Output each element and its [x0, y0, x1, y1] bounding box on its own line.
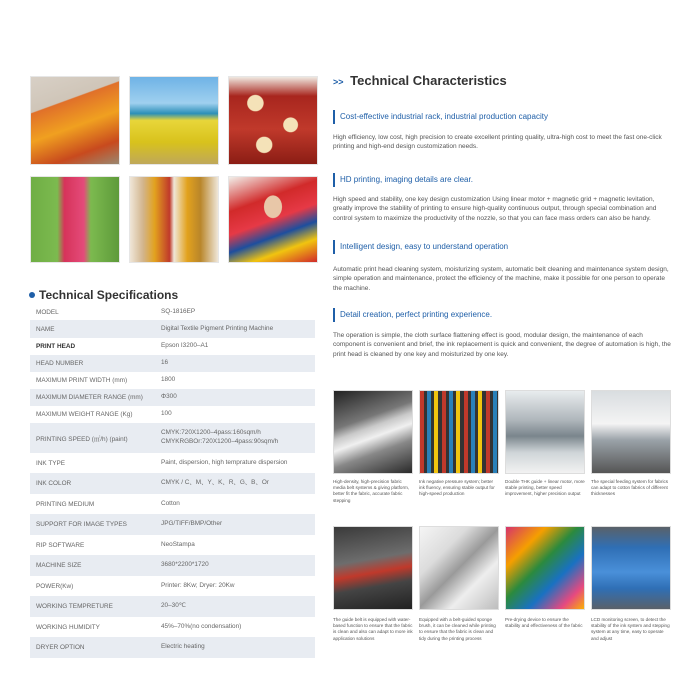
spec-value: 16: [161, 359, 169, 367]
feature-photo-media-belt: [333, 390, 413, 474]
spec-value: SQ-1816EP: [161, 307, 196, 315]
table-row: [30, 423, 315, 453]
spec-key: MAXIMUM PRINT WIDTH (mm): [36, 377, 128, 384]
spec-value-line: CMYK:720X1200–4pass:160sqm/h: [161, 429, 261, 437]
feature-photo-pre-drying: [505, 526, 585, 610]
section-body: Automatic print head cleaning system, moisturizing system, automatic belt cleaning and maintenance system design, simple operation and maintenance, protect the efficiency of the machine, make it possible for one person to operate the machine.: [333, 266, 669, 292]
bullet-icon: [29, 292, 35, 298]
spec-value: Cotton: [161, 499, 180, 507]
spec-section-title: Technical Specifications: [29, 288, 178, 302]
table-row: [30, 555, 315, 576]
spec-value: Φ300: [161, 393, 177, 401]
spec-value: Epson I3200–A1: [161, 342, 209, 350]
spec-value: Electric heating: [161, 643, 205, 651]
spec-key: WORKING HUMIDITY: [36, 623, 100, 631]
spec-key: PRINTING MEDIUM: [36, 500, 95, 508]
table-row: [30, 338, 315, 355]
feature-caption: The guide belt is equipped with water-based function to ensure that the fabric is clean and also can adapt to more ink application solutions: [333, 617, 413, 641]
product-photo-bedspread: [30, 76, 120, 165]
section-body: The operation is simple, the cloth surface flattening effect is good, modular design, the maintenance of each component is convenient and brief, the ink replacement is quick and convenient, the degree of automation is high, the print head is cleaned by one key and moisturized by one key.: [333, 332, 671, 358]
feature-photo-guide-rail: [505, 390, 585, 474]
table-row: [30, 473, 315, 494]
section-body: High efficiency, low cost, high precision to create excellent printing quality, ultra-high cost to meet the fast one-click printing and high-end design customization needs.: [333, 134, 662, 151]
feature-photo-sponge-brush: [419, 526, 499, 610]
product-photo-scarf-dress: [30, 176, 120, 263]
table-row: [30, 372, 315, 389]
product-photo-curtains: [129, 176, 219, 263]
section-body: High speed and stability, one key design customization Using linear motor + magnetic grid + magnetic levitation, greatly improve the stability of printing to ensure high-quality continuous output, through special combination and control system to maximize the productivity of the nozzle, so that you can face mass orders can also be handy.: [333, 196, 657, 222]
spec-key: HEAD NUMBER: [36, 360, 84, 367]
feature-caption: Pre-drying device to ensure the stability and effectiveness of the fabric: [505, 617, 583, 629]
spec-key: PRINTING SPEED (㎡/h) (paint): [36, 435, 128, 443]
table-row: [30, 576, 315, 596]
spec-value: 3680*2200*1720: [161, 561, 209, 569]
feature-photo-feeding-system: [591, 390, 671, 474]
spec-value: NeoStampa: [161, 540, 195, 548]
table-row: [30, 535, 315, 555]
table-row: [30, 514, 315, 535]
spec-key: INK COLOR: [36, 480, 72, 487]
feature-photo-guide-belt: [333, 526, 413, 610]
spec-value: [161, 429, 315, 446]
spec-value: CMYK / C、M、Y、K、R、G、B、Or: [161, 479, 269, 487]
spec-key: SUPPORT FOR IMAGE TYPES: [36, 521, 127, 528]
feature-caption: High-density, high-precision fabric media belt systems & giving platform, better fit the fabric, accurate fabric stepping: [333, 479, 410, 503]
spec-key: RIP SOFTWARE: [36, 541, 85, 549]
spec-key: MACHINE SIZE: [36, 562, 82, 569]
spec-value-line: CMYKRGBOr:720X1200–4pass:90sqm/h: [161, 438, 279, 445]
feature-caption: Double THK guide + linear motor, more stable printing, better speed improvement, higher precision output: [505, 479, 585, 497]
feature-caption: The special feeding system for fabrics can adapt to cotton fabrics of different thicknesses: [591, 479, 669, 497]
spec-value: Printer: 8Kw; Dryer: 20Kw: [161, 581, 235, 589]
feature-caption: LCD monitoring screen, to detect the stability of the ink system and stepping system at any time, easy to operate and adjust: [591, 617, 670, 641]
table-row: [30, 637, 315, 658]
spec-table: [30, 304, 315, 658]
spec-value: 20–30℃: [161, 602, 186, 610]
table-row: [30, 320, 315, 338]
spec-key: DRYER OPTION: [36, 644, 85, 651]
feature-photo-ink-system: [419, 390, 499, 474]
spec-key: MAXIMUM WEIGHT RANGE (Kg): [36, 411, 133, 418]
table-row: [30, 406, 315, 423]
product-photo-tablecloth: [228, 76, 318, 165]
characteristics-title: >> Technical Characteristics: [333, 73, 507, 88]
table-row: [30, 389, 315, 406]
table-row: [30, 617, 315, 637]
spec-value: 1800: [161, 376, 176, 384]
section-heading: Cost-effective industrial rack, industrial production capacity: [333, 110, 548, 124]
spec-value: JPG/TIFF/BMP/Other: [161, 520, 223, 528]
spec-value: Digital Textile Pigment Printing Machine: [161, 324, 274, 332]
feature-caption: Ink negative pressure system; better ink fluency, ensuring stable output for high-speed production: [419, 479, 495, 497]
section-heading: HD printing, imaging details are clear.: [333, 173, 473, 187]
table-row: [30, 304, 315, 320]
product-photo-beach-dress: [129, 76, 219, 165]
feature-photo-lcd-screen: [591, 526, 671, 610]
table-row: [30, 494, 315, 514]
spec-key: POWER(Kw): [36, 582, 74, 590]
spec-key: INK TYPE: [36, 459, 66, 467]
table-row: [30, 596, 315, 617]
spec-key: MAXIMUM DIAMETER RANGE (mm): [36, 394, 143, 401]
product-photo-headscarf: [228, 176, 318, 263]
spec-key: NAME: [36, 325, 55, 333]
spec-value: 100: [161, 410, 172, 418]
feature-caption: Equipped with a belt-guided sponge brush, it can be cleaned while printing to ensure that the fabric is clean and tidy during the printing process: [419, 617, 496, 641]
spec-value: 45%–70%(no condensation): [161, 622, 242, 630]
spec-key: MODEL: [36, 308, 59, 316]
table-row: [30, 355, 315, 372]
table-row: [30, 453, 315, 473]
spec-key: PRINT HEAD: [36, 343, 76, 350]
spec-value: Paint, dispersion, high temprature dispersion: [161, 458, 288, 466]
section-heading: Detail creation, perfect printing experience.: [333, 308, 492, 322]
spec-key: WORKING TEMPRETURE: [36, 603, 113, 610]
double-chevron-icon: >>: [333, 77, 344, 87]
section-heading: Intelligent design, easy to understand operation: [333, 240, 508, 254]
